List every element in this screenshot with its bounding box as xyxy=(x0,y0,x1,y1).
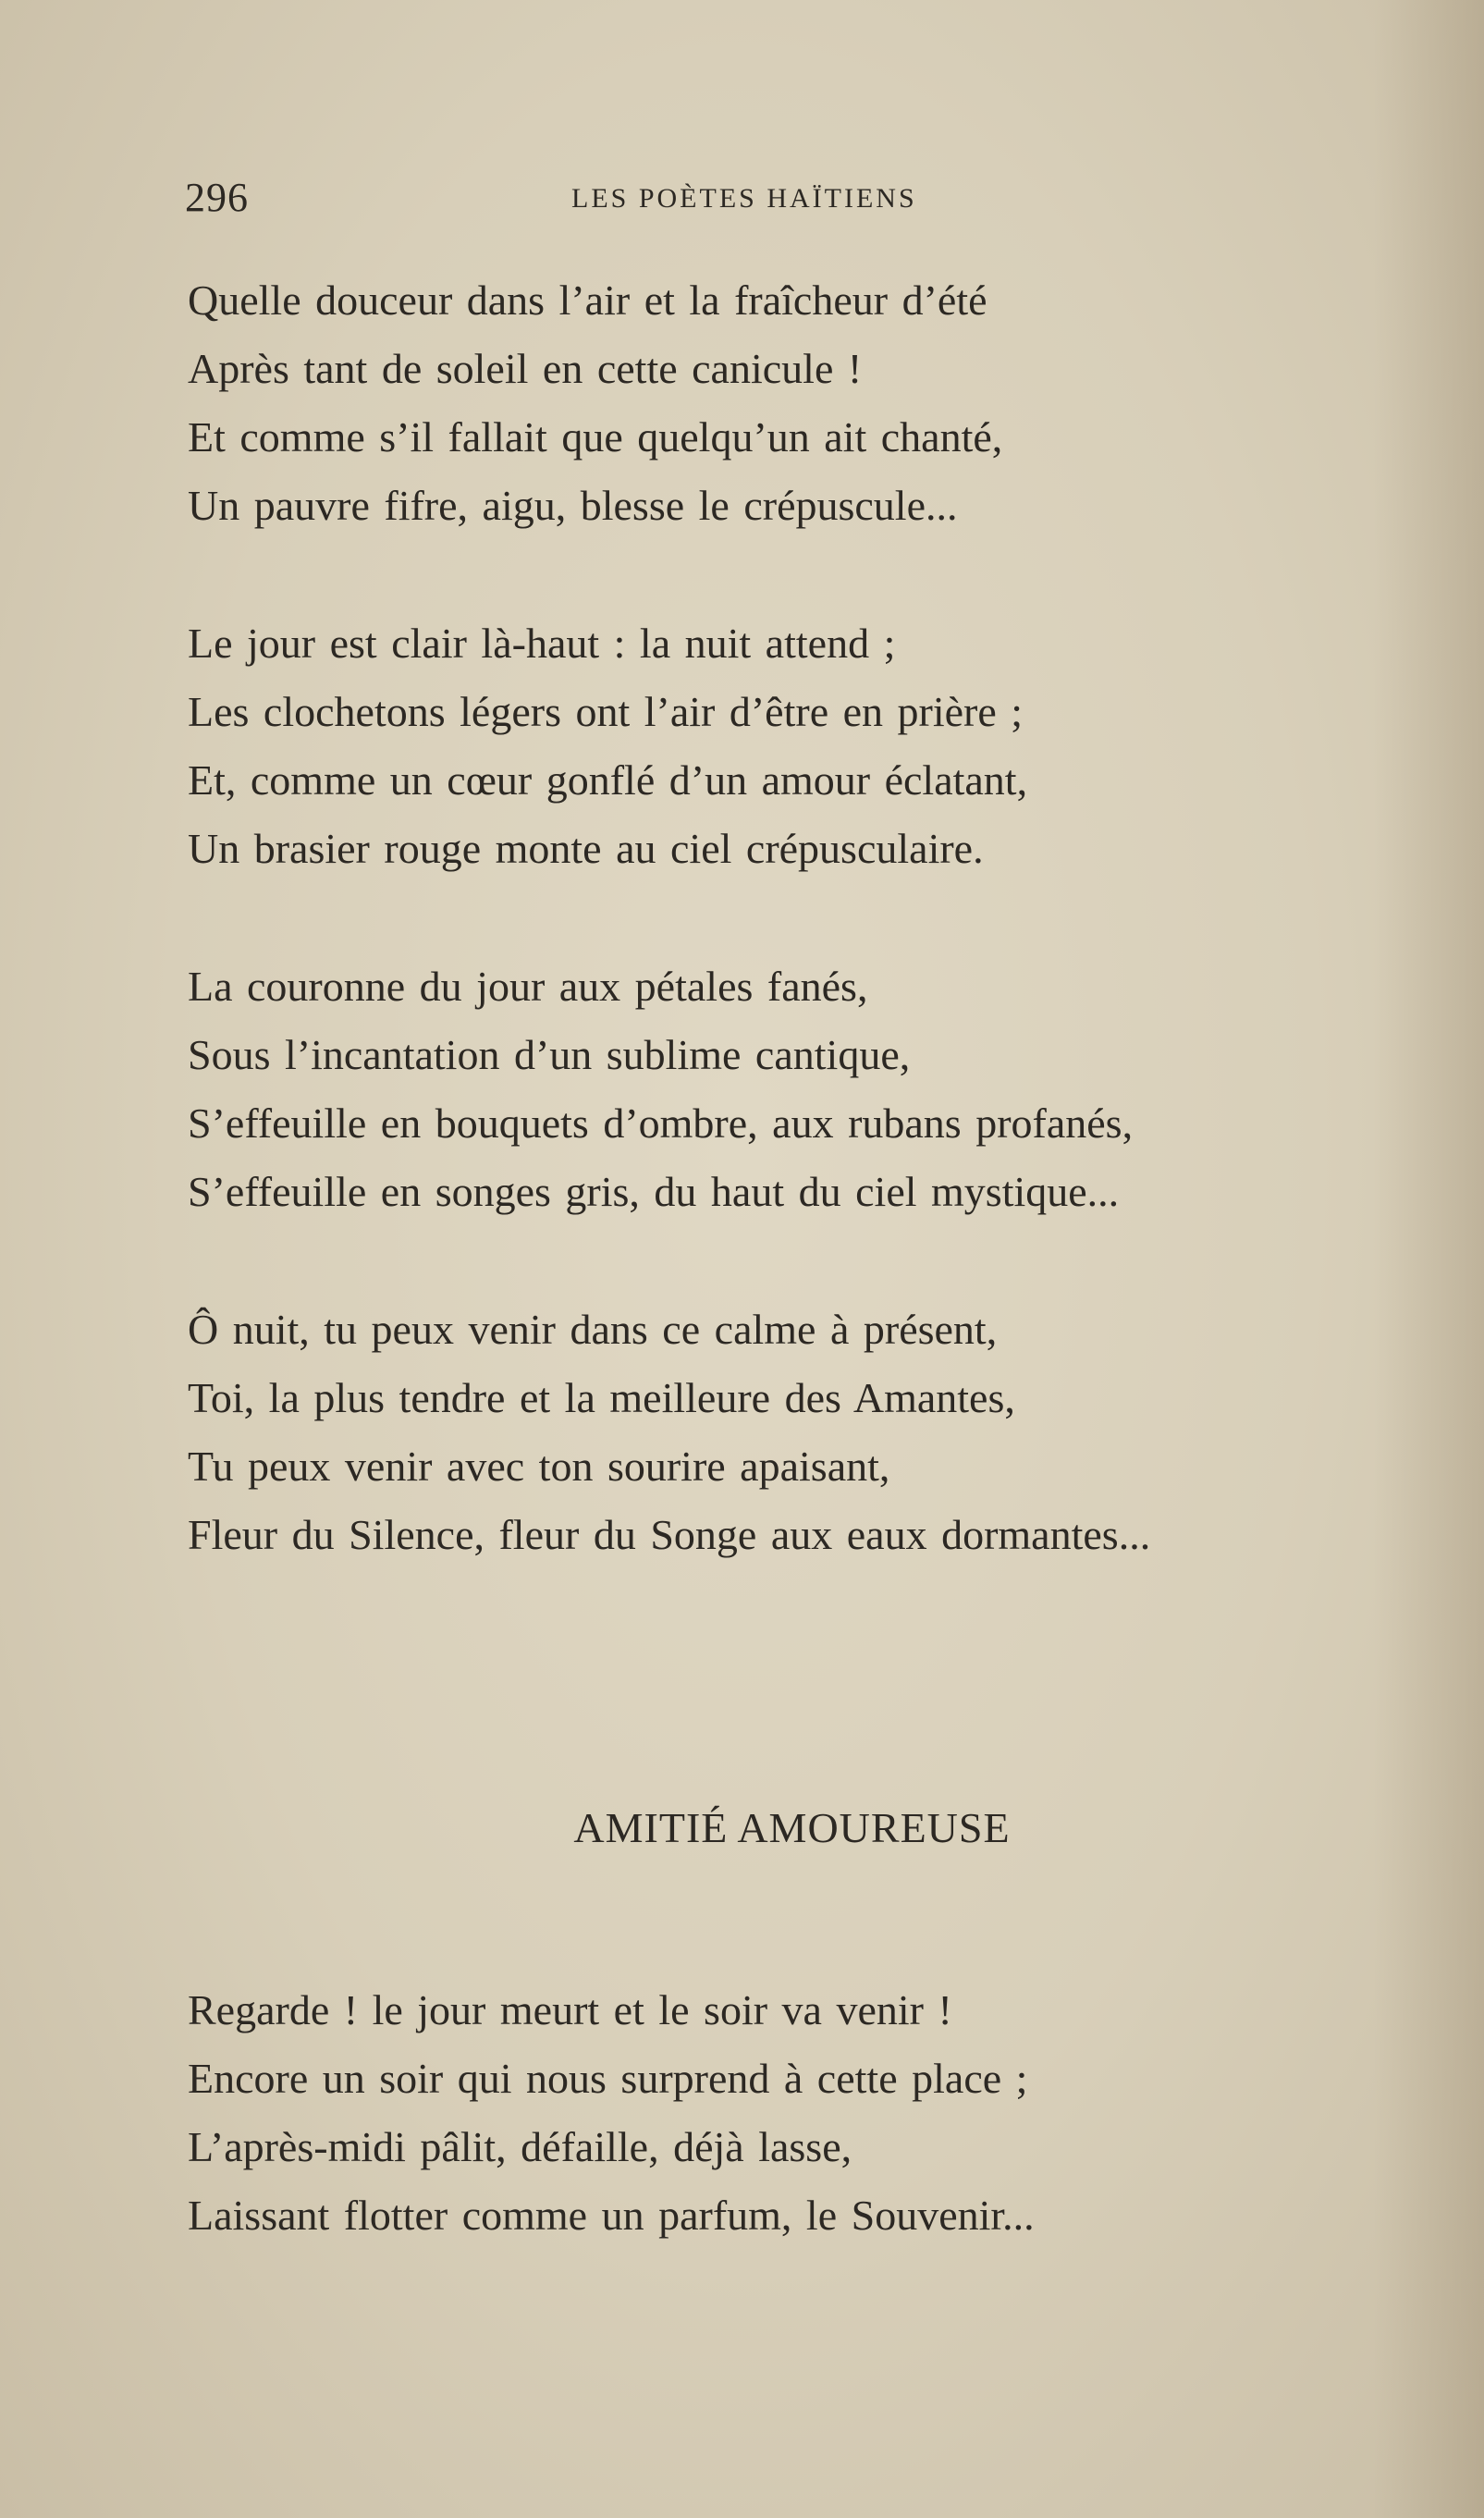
running-head: LES POÈTES HAÏTIENS xyxy=(571,183,917,214)
stanza xyxy=(188,266,1427,540)
verse-line: Tu peux venir avec ton sourire apaisant, xyxy=(188,1443,890,1490)
page-header xyxy=(0,174,1484,229)
stanza xyxy=(188,1296,1427,1569)
verse-line: Fleur du Silence, fleur du Songe aux eaux dormantes... xyxy=(188,1511,1151,1558)
verse-line: Et comme s’il fallait que quelqu’un ait chanté, xyxy=(188,413,1003,461)
verse-line: S’effeuille en songes gris, du haut du ciel mystique... xyxy=(188,1168,1120,1215)
verse-line: Le jour est clair là-haut : la nuit attend ; xyxy=(188,620,896,667)
verse-line: La couronne du jour aux pétales fanés, xyxy=(188,963,868,1010)
verse-line: Et, comme un cœur gonflé d’un amour éclatant, xyxy=(188,756,1028,804)
verse-line: Un brasier rouge monte au ciel crépusculaire. xyxy=(188,825,984,872)
verse-line: Regarde ! le jour meurt et le soir va venir ! xyxy=(188,1986,952,2033)
poem-title: AMITIÉ AMOUREUSE xyxy=(573,1804,1011,1851)
verse-line: Quelle douceur dans l’air et la fraîcheur d’été xyxy=(188,276,987,324)
verse-line: Ô nuit, tu peux venir dans ce calme à présent, xyxy=(188,1306,998,1353)
poem-continuation xyxy=(188,266,1427,1639)
verse-line: Sous l’incantation d’un sublime cantique, xyxy=(188,1031,911,1078)
stanza xyxy=(188,609,1427,883)
stanza xyxy=(188,1976,1427,2250)
verse-line: Laissant flotter comme un parfum, le Souvenir... xyxy=(188,2192,1035,2239)
verse-line: Toi, la plus tendre et la meilleure des Amantes, xyxy=(188,1374,1015,1421)
verse-line: S’effeuille en bouquets d’ombre, aux rubans profanés, xyxy=(188,1099,1134,1147)
verse-line: Après tant de soleil en cette canicule ! xyxy=(188,345,863,392)
stanza xyxy=(188,952,1427,1226)
page-number: 296 xyxy=(185,175,249,220)
verse-line: Un pauvre fifre, aigu, blesse le crépuscule... xyxy=(188,482,958,529)
verse-line: L’après-midi pâlit, défaille, déjà lasse, xyxy=(188,2123,852,2170)
verse-line: Encore un soir qui nous surprend à cette place ; xyxy=(188,2055,1028,2102)
poem-amitie-amoureuse xyxy=(188,1976,1427,2319)
verse-line: Les clochetons légers ont l’air d’être en prière ; xyxy=(188,688,1024,735)
